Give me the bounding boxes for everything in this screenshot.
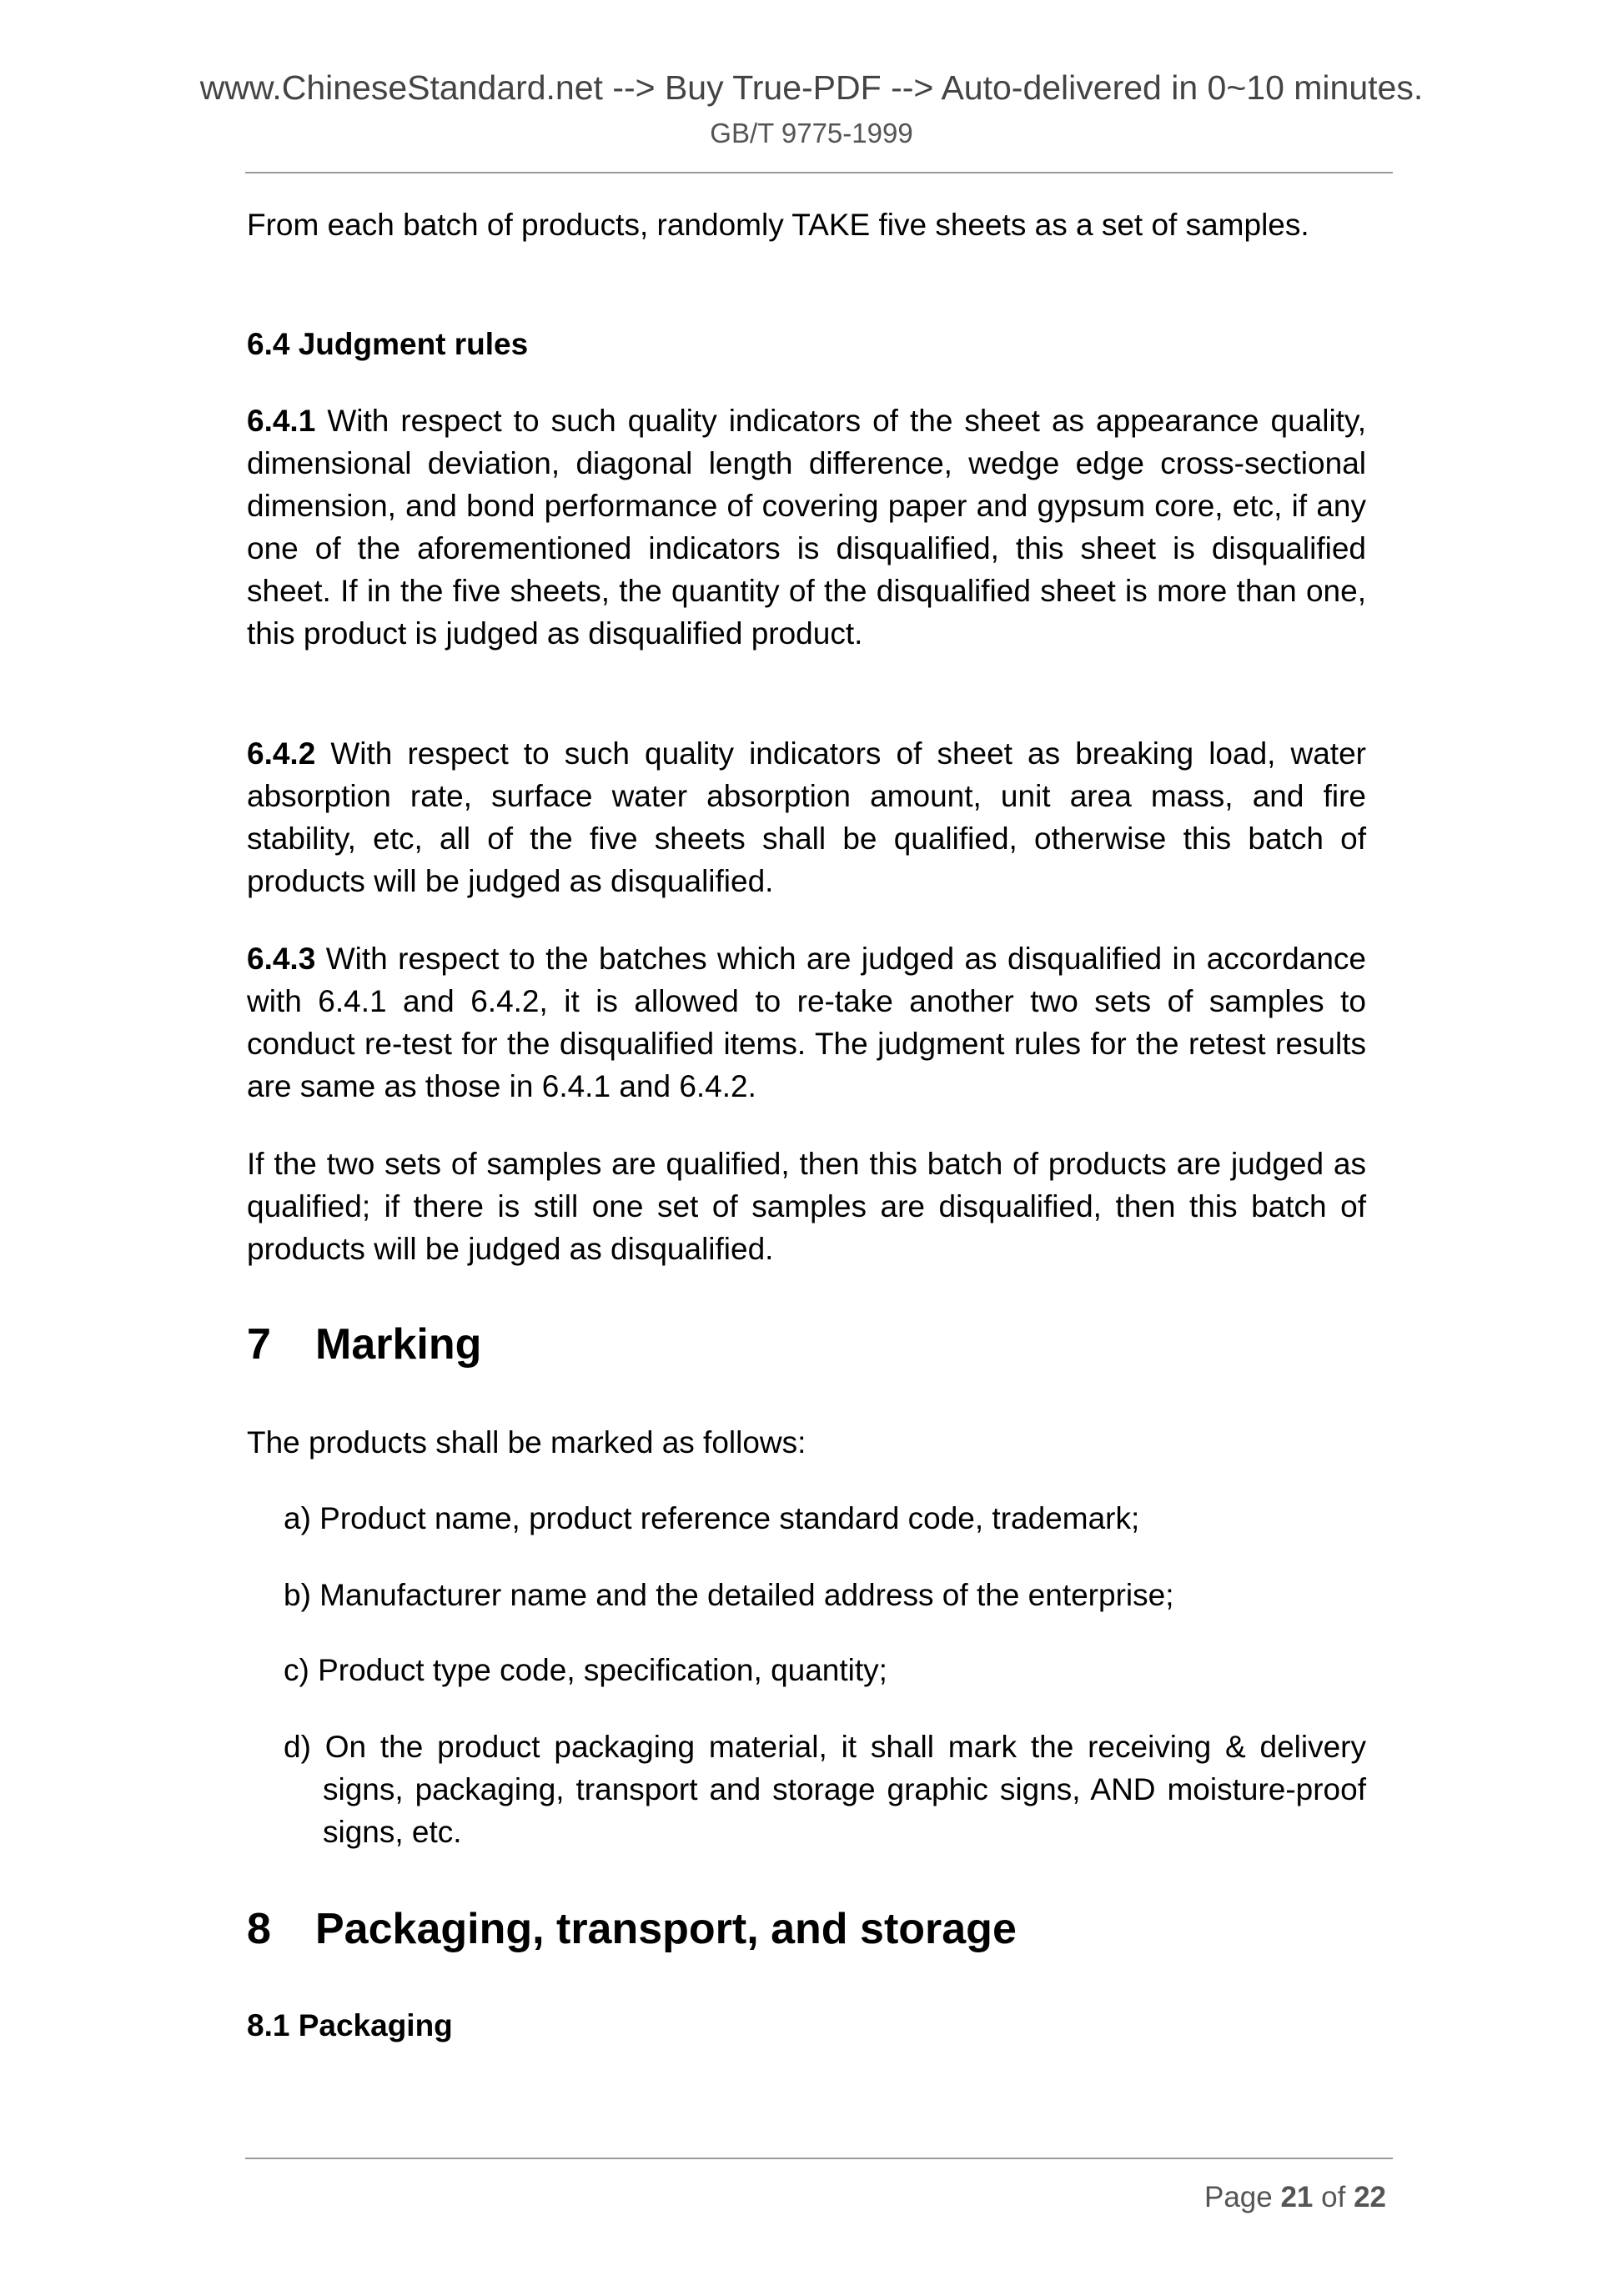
intro-paragraph: From each batch of products, randomly TAKE five sheets as a set of samples. — [247, 208, 1309, 242]
clause-text: With respect to such quality indicators of the sheet as appearance quality, dimensional deviation, diagonal length difference, wedge edge cross-sectional dimension, and bond performance of covering paper and gypsum core, etc, if any one of the aforementioned indicators is disqualified, this sheet is disqualified sheet. If in the five sheets, the quantity of the disqualified sheet is more than one, this product is judged as disqualified product. — [247, 404, 1366, 651]
marking-item-b: b) Manufacturer name and the detailed address of the enterprise; — [284, 1578, 1174, 1612]
clause-text: With respect to the batches which are judged as disqualified in accordance with 6.4.1 and 6.4.2, it is allowed to re-take another two sets of samples to conduct re-test for the disqualified items. The judgment rules for the retest results are same as those in 6.4.1 and 6.4.2. — [247, 942, 1366, 1103]
clause-number: 6.4.3 — [247, 942, 316, 976]
marking-item-c: c) Product type code, specification, quantity; — [284, 1653, 887, 1687]
section-8-heading — [247, 1902, 1017, 1956]
clause-number: 6.4.1 — [247, 404, 316, 438]
section-number: 7 — [247, 1320, 271, 1369]
clause-text: With respect to such quality indicators of sheet as breaking load, water absorption rate, surface water absorption amount, unit area mass, and fire stability, etc, all of the five sheets shall be qualified, otherwise this batch of products will be judged as disqualified. — [247, 736, 1366, 898]
clause-6-4-3 — [247, 937, 1366, 1108]
page-number — [1204, 2178, 1386, 2217]
header-banner: www.ChineseStandard.net --> Buy True-PDF --> Auto-delivered in 0~10 minutes. — [199, 68, 1424, 107]
section-8-1-heading: 8.1 Packaging — [247, 2008, 453, 2042]
footer-divider — [245, 2158, 1393, 2159]
marking-item-a: a) Product name, product reference standard code, trademark; — [284, 1501, 1140, 1535]
document-code: GB/T 9775-1999 — [710, 118, 913, 148]
header-divider — [245, 172, 1393, 173]
clause-6-4-2 — [247, 732, 1366, 902]
clause-6-4-1 — [247, 399, 1366, 655]
total-pages: 22 — [1354, 2181, 1386, 2213]
section-title: Marking — [315, 1320, 482, 1369]
clause-number: 6.4.2 — [247, 736, 316, 771]
section-7-heading — [247, 1318, 481, 1371]
marking-item-d: d) On the product packaging material, it shall mark the receiving & delivery signs, packaging, transport and storage graphic signs, AND moisture-proof signs, etc. — [284, 1730, 1366, 1849]
section-number: 8 — [247, 1905, 271, 1953]
marking-intro: The products shall be marked as follows: — [247, 1425, 806, 1459]
of-label: of — [1321, 2181, 1346, 2213]
section-title: Packaging, transport, and storage — [315, 1905, 1017, 1953]
current-page: 21 — [1280, 2181, 1314, 2213]
clause-6-4-3-continuation: If the two sets of samples are qualified, then this batch of products are judged as qualified; if there is still one set of samples are disqualified, then this batch of products will be judged as disqualified. — [247, 1147, 1366, 1266]
page-label: Page — [1203, 2181, 1273, 2213]
section-6-4-heading: 6.4 Judgment rules — [247, 327, 529, 361]
